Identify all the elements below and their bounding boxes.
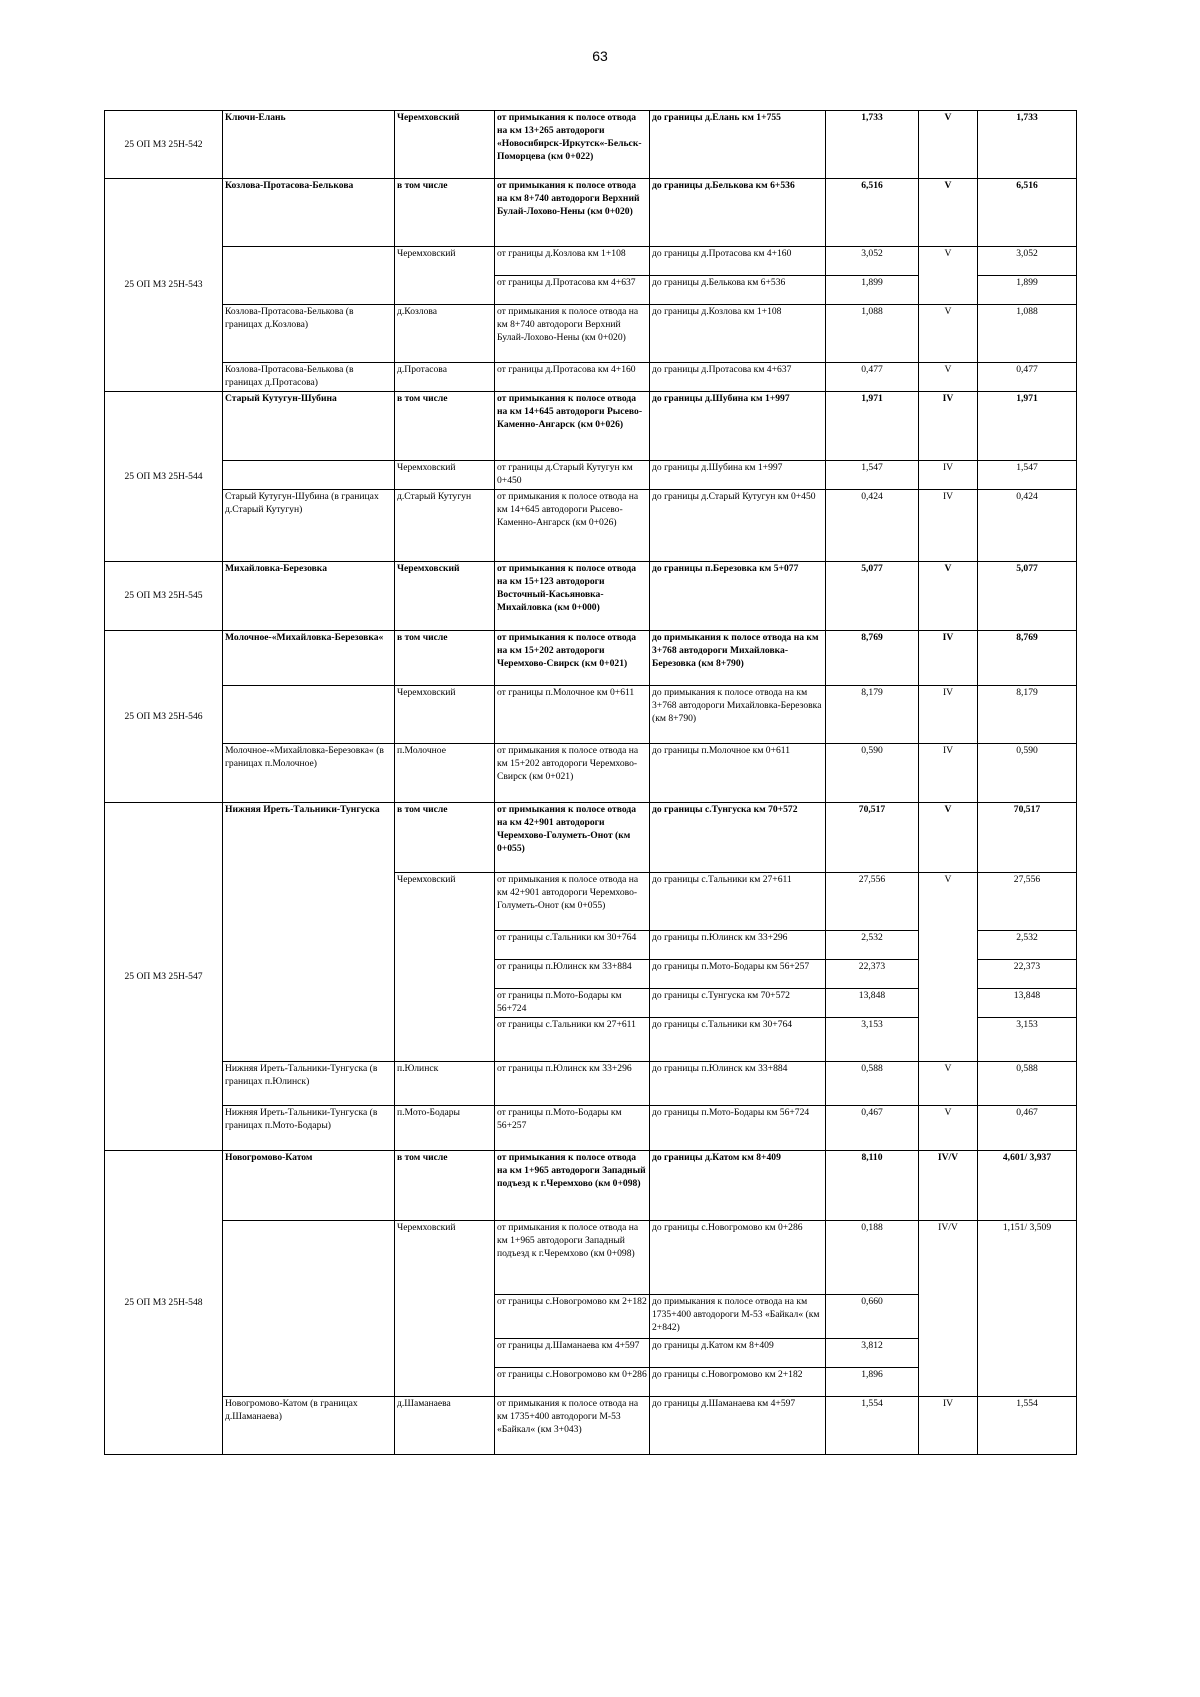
length: 1,733 — [826, 111, 919, 179]
category: V — [919, 803, 978, 873]
table-row — [105, 631, 1077, 686]
category: IV — [919, 1397, 978, 1455]
length: 0,477 — [826, 363, 919, 392]
road-name — [223, 686, 395, 744]
road-code: 25 ОП МЗ 25Н-545 — [105, 562, 223, 631]
segment-from: от границы с.Тальники км 30+764 — [495, 931, 650, 960]
road-name — [223, 247, 395, 305]
length: 1,088 — [826, 305, 919, 363]
segment-to: до границы с.Тунгуска км 70+572 — [650, 803, 826, 873]
length: 1,896 — [826, 1368, 919, 1397]
length: 0,188 — [826, 1221, 919, 1295]
table-row — [105, 305, 1077, 363]
road-name: Козлова-Протасова-Белькова (в границах д.Протасова) — [223, 363, 395, 392]
road-name — [223, 1221, 395, 1397]
segment-from: от примыкания к полосе отвода на км 1735+400 автодороги М-53 «Байкал« (км 3+043) — [495, 1397, 650, 1455]
road-name: Козлова-Протасова-Белькова — [223, 179, 395, 247]
road-name: Михайловка-Березовка — [223, 562, 395, 631]
table-row — [105, 1221, 1077, 1295]
table-row — [105, 803, 1077, 873]
segment-from: от границы д.Старый Кутугун км 0+450 — [495, 461, 650, 490]
length-by-category: 1,733 — [978, 111, 1077, 179]
district: п.Юлинск — [395, 1062, 495, 1106]
length: 1,899 — [826, 276, 919, 305]
segment-to: до границы с.Тальники км 27+611 — [650, 873, 826, 931]
segment-from: от примыкания к полосе отвода на км 8+740 автодороги Верхний Булай-Лохово-Нены (км 0+020) — [495, 305, 650, 363]
segment-from: от границы с.Тальники км 27+611 — [495, 1018, 650, 1062]
district: в том числе — [395, 392, 495, 461]
segment-to: до границы п.Юлинск км 33+884 — [650, 1062, 826, 1106]
road-name: Молочное-«Михайловка-Березовка« — [223, 631, 395, 686]
segment-to: до границы д.Протасова км 4+160 — [650, 247, 826, 276]
district: в том числе — [395, 631, 495, 686]
segment-from: от примыкания к полосе отвода на км 14+645 автодороги Рысево-Каменно-Ангарск (км 0+026) — [495, 392, 650, 461]
segment-from: от примыкания к полосе отвода на км 42+901 автодороги Черемхово-Голуметь-Онот (км 0+055) — [495, 873, 650, 931]
category: V — [919, 873, 978, 1062]
segment-from: от примыкания к полосе отвода на км 13+265 автодороги «Новосибирск-Иркутск«-Бельск-Поморцева (км 0+022) — [495, 111, 650, 179]
length-by-category: 8,179 — [978, 686, 1077, 744]
length-by-category: 5,077 — [978, 562, 1077, 631]
road-name: Козлова-Протасова-Белькова (в границах д.Козлова) — [223, 305, 395, 363]
road-code: 25 ОП МЗ 25Н-542 — [105, 111, 223, 179]
length: 8,769 — [826, 631, 919, 686]
road-name: Новогромово-Катом — [223, 1151, 395, 1221]
district: п.Мото-Бодары — [395, 1106, 495, 1151]
district: д.Протасова — [395, 363, 495, 392]
road-registry-table — [104, 110, 1077, 1455]
length-by-category: 0,467 — [978, 1106, 1077, 1151]
length-by-category: 1,899 — [978, 276, 1077, 305]
road-name: Нижняя Иреть-Тальники-Тунгуска (в границах п.Юлинск) — [223, 1062, 395, 1106]
table-row — [105, 392, 1077, 461]
district: Черемховский — [395, 461, 495, 490]
table-row — [105, 744, 1077, 803]
length: 6,516 — [826, 179, 919, 247]
table-row — [105, 1151, 1077, 1221]
district: Черемховский — [395, 1221, 495, 1397]
table-row — [105, 1397, 1077, 1455]
length: 2,532 — [826, 931, 919, 960]
length-by-category: 1,554 — [978, 1397, 1077, 1455]
length: 22,373 — [826, 960, 919, 989]
length-by-category: 6,516 — [978, 179, 1077, 247]
segment-from: от границы п.Мото-Бодары км 56+724 — [495, 989, 650, 1018]
segment-to: до границы с.Новогромово км 2+182 — [650, 1368, 826, 1397]
segment-from: от границы д.Шаманаева км 4+597 — [495, 1339, 650, 1368]
length-by-category: 2,532 — [978, 931, 1077, 960]
road-name: Старый Кутугун-Шубина — [223, 392, 395, 461]
segment-from: от границы п.Мото-Бодары км 56+257 — [495, 1106, 650, 1151]
length: 8,179 — [826, 686, 919, 744]
segment-from: от границы д.Протасова км 4+637 — [495, 276, 650, 305]
segment-to: до границы д.Шубина км 1+997 — [650, 461, 826, 490]
length-by-category: 1,547 — [978, 461, 1077, 490]
length-by-category: 3,052 — [978, 247, 1077, 276]
district: д.Старый Кутугун — [395, 490, 495, 562]
category: V — [919, 247, 978, 305]
segment-to: до границы с.Новогромово км 0+286 — [650, 1221, 826, 1295]
segment-to: до границы д.Елань км 1+755 — [650, 111, 826, 179]
category: V — [919, 305, 978, 363]
district: д.Шаманаева — [395, 1397, 495, 1455]
length-by-category: 0,588 — [978, 1062, 1077, 1106]
length-by-category: 1,971 — [978, 392, 1077, 461]
segment-from: от границы п.Молочное км 0+611 — [495, 686, 650, 744]
district: Черемховский — [395, 111, 495, 179]
segment-to: до границы п.Молочное км 0+611 — [650, 744, 826, 803]
segment-from: от примыкания к полосе отвода на км 15+202 автодороги Черемхово-Свирск (км 0+021) — [495, 744, 650, 803]
district: в том числе — [395, 803, 495, 873]
length: 0,588 — [826, 1062, 919, 1106]
segment-from: от примыкания к полосе отвода на км 15+202 автодороги Черемхово-Свирск (км 0+021) — [495, 631, 650, 686]
category: IV — [919, 686, 978, 744]
category: V — [919, 111, 978, 179]
length: 70,517 — [826, 803, 919, 873]
segment-to: до границы п.Мото-Бодары км 56+257 — [650, 960, 826, 989]
category: IV/V — [919, 1151, 978, 1221]
district: Черемховский — [395, 247, 495, 305]
district: д.Козлова — [395, 305, 495, 363]
road-name: Нижняя Иреть-Тальники-Тунгуска (в границах п.Мото-Бодары) — [223, 1106, 395, 1151]
category: V — [919, 1106, 978, 1151]
length: 13,848 — [826, 989, 919, 1018]
segment-to: до границы с.Тунгуска км 70+572 — [650, 989, 826, 1018]
road-code: 25 ОП МЗ 25Н-543 — [105, 179, 223, 392]
length: 0,590 — [826, 744, 919, 803]
segment-from: от границы с.Новогромово км 0+286 — [495, 1368, 650, 1397]
length: 1,971 — [826, 392, 919, 461]
segment-from: от примыкания к полосе отвода на км 8+740 автодороги Верхний Булай-Лохово-Нены (км 0+020) — [495, 179, 650, 247]
segment-to: до границы д.Старый Кутугун км 0+450 — [650, 490, 826, 562]
table-row — [105, 461, 1077, 490]
length-by-category: 1,088 — [978, 305, 1077, 363]
road-name: Молочное-«Михайловка-Березовка« (в границах п.Молочное) — [223, 744, 395, 803]
road-code: 25 ОП МЗ 25Н-547 — [105, 803, 223, 1151]
segment-to: до границы д.Шубина км 1+997 — [650, 392, 826, 461]
table-row — [105, 686, 1077, 744]
page-number: 63 — [592, 48, 608, 64]
length-by-category: 13,848 — [978, 989, 1077, 1018]
category: IV — [919, 490, 978, 562]
length: 1,554 — [826, 1397, 919, 1455]
segment-from: от примыкания к полосе отвода на км 42+901 автодороги Черемхово-Голуметь-Онот (км 0+055) — [495, 803, 650, 873]
length: 5,077 — [826, 562, 919, 631]
road-name: Старый Кутугун-Шубина (в границах д.Старый Кутугун) — [223, 490, 395, 562]
segment-from: от границы д.Козлова км 1+108 — [495, 247, 650, 276]
segment-from: от примыкания к полосе отвода на км 14+645 автодороги Рысево-Каменно-Ангарск (км 0+026) — [495, 490, 650, 562]
segment-to: до границы д.Шаманаева км 4+597 — [650, 1397, 826, 1455]
length: 27,556 — [826, 873, 919, 931]
length-by-category: 1,151/ 3,509 — [978, 1221, 1077, 1397]
table-row — [105, 1062, 1077, 1106]
length-by-category: 70,517 — [978, 803, 1077, 873]
length-by-category: 0,424 — [978, 490, 1077, 562]
district: Черемховский — [395, 873, 495, 1062]
table-row — [105, 363, 1077, 392]
category: V — [919, 363, 978, 392]
segment-to: до границы п.Березовка км 5+077 — [650, 562, 826, 631]
length-by-category: 4,601/ 3,937 — [978, 1151, 1077, 1221]
length: 0,467 — [826, 1106, 919, 1151]
length-by-category: 3,153 — [978, 1018, 1077, 1062]
segment-from: от примыкания к полосе отвода на км 1+965 автодороги Западный подъезд к г.Черемхово (км 0+098) — [495, 1221, 650, 1295]
road-code: 25 ОП МЗ 25Н-546 — [105, 631, 223, 803]
road-name: Ключи-Елань — [223, 111, 395, 179]
road-name: Новогромово-Катом (в границах д.Шаманаева) — [223, 1397, 395, 1455]
length: 3,812 — [826, 1339, 919, 1368]
segment-to: до границы д.Катом км 8+409 — [650, 1339, 826, 1368]
table-row — [105, 562, 1077, 631]
length: 0,424 — [826, 490, 919, 562]
road-code: 25 ОП МЗ 25Н-544 — [105, 392, 223, 562]
segment-from: от границы п.Юлинск км 33+884 — [495, 960, 650, 989]
length-by-category: 0,590 — [978, 744, 1077, 803]
length-by-category: 27,556 — [978, 873, 1077, 931]
table-row — [105, 490, 1077, 562]
table-row — [105, 247, 1077, 276]
category: IV — [919, 744, 978, 803]
segment-to: до границы д.Белькова км 6+536 — [650, 276, 826, 305]
segment-from: от границы с.Новогромово км 2+182 — [495, 1295, 650, 1339]
road-name — [223, 461, 395, 490]
category: IV — [919, 461, 978, 490]
segment-to: до границы д.Белькова км 6+536 — [650, 179, 826, 247]
length: 1,547 — [826, 461, 919, 490]
segment-from: от примыкания к полосе отвода на км 15+123 автодороги Восточный-Касьяновка-Михайловка (км 0+000) — [495, 562, 650, 631]
district: Черемховский — [395, 562, 495, 631]
segment-from: от примыкания к полосе отвода на км 1+965 автодороги Западный подъезд к г.Черемхово (км 0+098) — [495, 1151, 650, 1221]
length-by-category: 8,769 — [978, 631, 1077, 686]
district: в том числе — [395, 1151, 495, 1221]
length: 0,660 — [826, 1295, 919, 1339]
segment-from: от границы д.Протасова км 4+160 — [495, 363, 650, 392]
table-row — [105, 1106, 1077, 1151]
category: V — [919, 562, 978, 631]
segment-to: до примыкания к полосе отвода на км 1735+400 автодороги М-53 «Байкал« (км 2+842) — [650, 1295, 826, 1339]
category: V — [919, 179, 978, 247]
segment-to: до примыкания к полосе отвода на км 3+768 автодороги Михайловка-Березовка (км 8+790) — [650, 631, 826, 686]
category: IV — [919, 392, 978, 461]
district: Черемховский — [395, 686, 495, 744]
district: п.Молочное — [395, 744, 495, 803]
category: V — [919, 1062, 978, 1106]
segment-to: до границы п.Мото-Бодары км 56+724 — [650, 1106, 826, 1151]
length-by-category: 0,477 — [978, 363, 1077, 392]
table-row — [105, 111, 1077, 179]
length: 3,153 — [826, 1018, 919, 1062]
table-row — [105, 179, 1077, 247]
length: 3,052 — [826, 247, 919, 276]
road-code: 25 ОП МЗ 25Н-548 — [105, 1151, 223, 1455]
category: IV — [919, 631, 978, 686]
segment-from: от границы п.Юлинск км 33+296 — [495, 1062, 650, 1106]
segment-to: до границы д.Протасова км 4+637 — [650, 363, 826, 392]
category: IV/V — [919, 1221, 978, 1397]
segment-to: до границы д.Козлова км 1+108 — [650, 305, 826, 363]
length-by-category: 22,373 — [978, 960, 1077, 989]
length: 8,110 — [826, 1151, 919, 1221]
segment-to: до границы д.Катом км 8+409 — [650, 1151, 826, 1221]
segment-to: до примыкания к полосе отвода на км 3+768 автодороги Михайловка-Березовка (км 8+790) — [650, 686, 826, 744]
segment-to: до границы п.Юлинск км 33+296 — [650, 931, 826, 960]
segment-to: до границы с.Тальники км 30+764 — [650, 1018, 826, 1062]
road-name: Нижняя Иреть-Тальники-Тунгуска — [223, 803, 395, 1062]
district: в том числе — [395, 179, 495, 247]
